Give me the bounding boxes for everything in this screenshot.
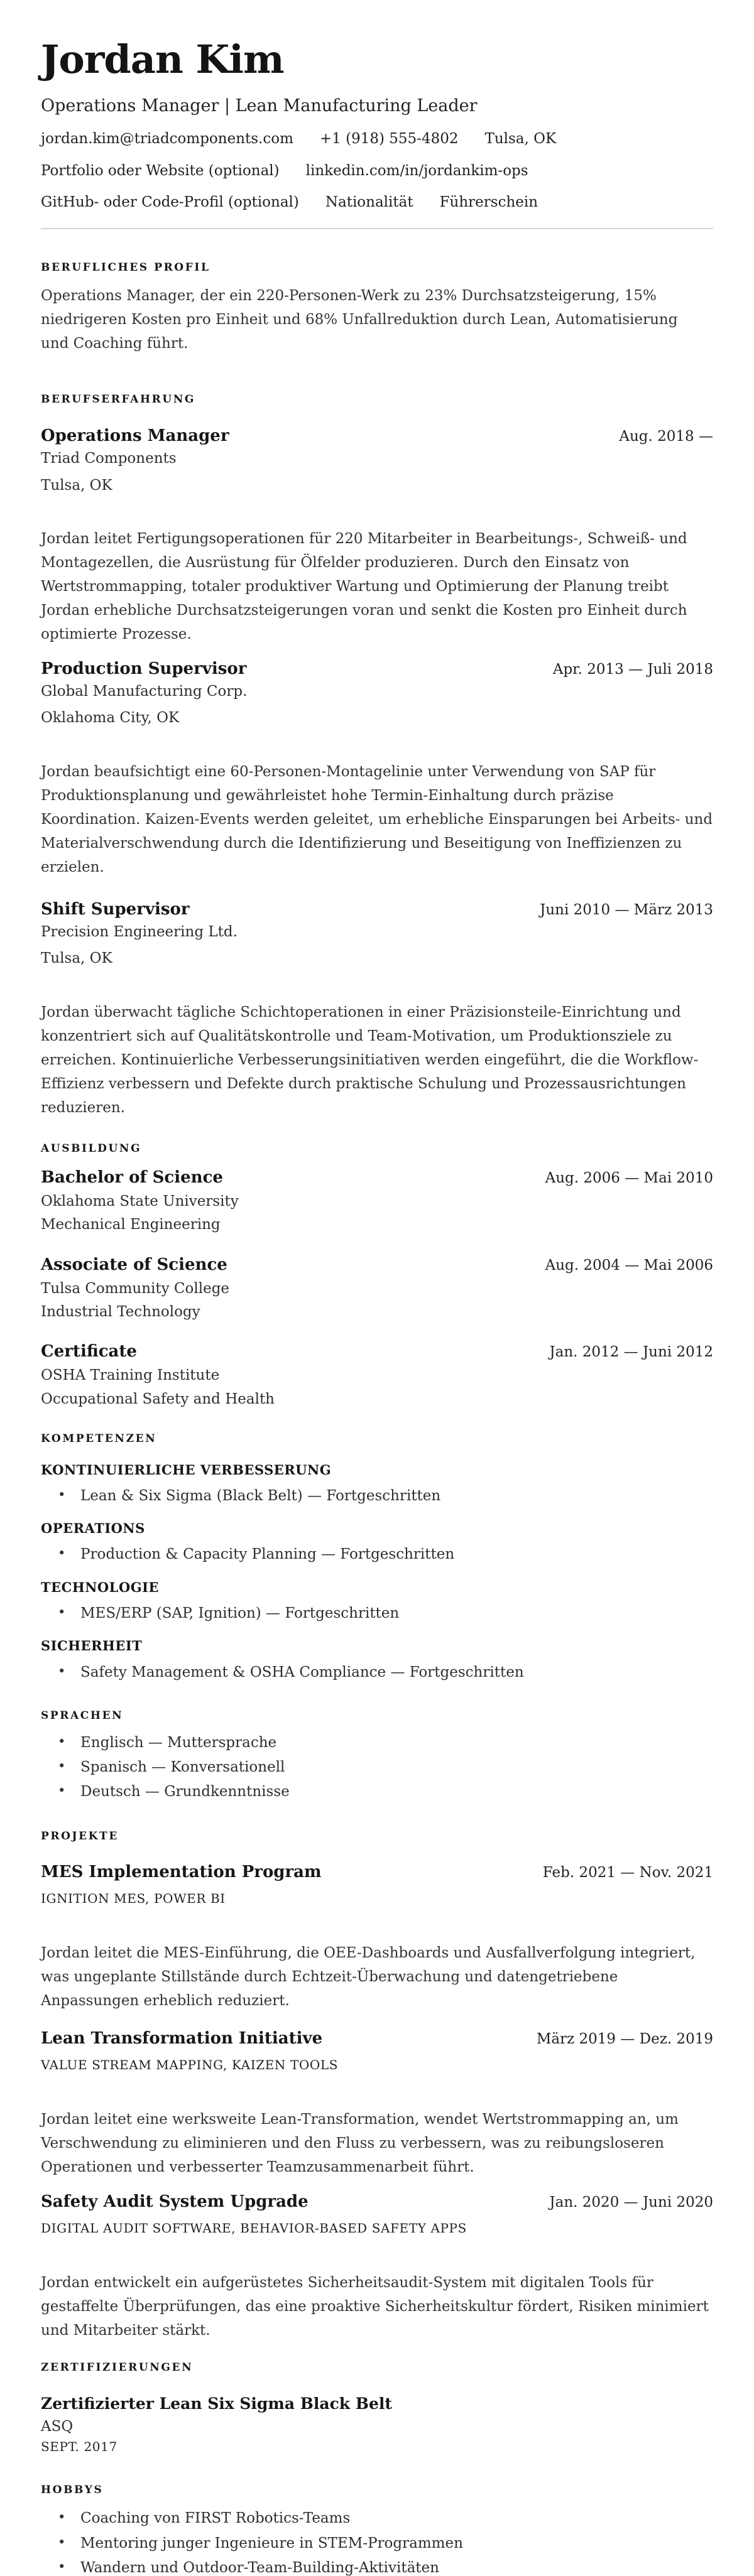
education-entry-head	[41, 1343, 713, 1361]
institution-name: OSHA Training Institute	[41, 1367, 220, 1384]
degree-title: Associate of Science	[41, 1255, 227, 1274]
project-description: Jordan entwickelt ein aufgerüstetes Sicherheitsaudit-System mit digitalen Tools für gestaffelte Überprüfungen, das eine proaktive Sicherheitskultur fördert, Risiken minimiert und Mitarbeiter stärkt.	[41, 2274, 709, 2339]
project-description: Jordan leitet eine werksweite Lean-Transformation, wendet Wertstrommapping an, um Verschwendung zu eliminieren und den Fluss zu verbessern, was zu reibungsloseren Operationen und verbesserter Teamzusammenarbeit führt.	[41, 2111, 679, 2175]
experience-entry	[41, 901, 713, 1120]
skill-item: • Lean & Six Sigma (Black Belt) — Fortgeschritten	[41, 1488, 713, 1504]
skill-category-heading: SICHERHEIT	[41, 1638, 143, 1654]
education-entry	[41, 1169, 713, 1233]
institution-name: Oklahoma State University	[41, 1193, 239, 1210]
project-entry-head	[41, 2193, 713, 2212]
section-label-skills: KOMPETENZEN	[41, 1432, 157, 1446]
section-label-profile: BERUFLICHES PROFIL	[41, 261, 210, 274]
education-date: Jan. 2012 — Juni 2012	[549, 1344, 713, 1361]
project-tools: VALUE STREAM MAPPING, KAIZEN TOOLS	[41, 2057, 339, 2072]
skill-category-heading: KONTINUIERLICHE VERBESSERUNG	[41, 1461, 332, 1478]
skill-item: • Production & Capacity Planning — Fortgeschritten	[41, 1546, 713, 1562]
education-entry-head	[41, 1169, 713, 1188]
certification-issuer: ASQ	[41, 2418, 74, 2435]
skill-group	[41, 1520, 713, 1563]
project-title: MES Implementation Program	[41, 1863, 322, 1882]
section-label-languages: SPRACHEN	[41, 1709, 124, 1723]
contact-row-1	[41, 131, 713, 147]
section-certifications	[41, 2361, 713, 2454]
section-experience	[41, 393, 713, 1120]
section-label-experience: BERUFSERFAHRUNG	[41, 392, 196, 406]
field-of-study: Mechanical Engineering	[41, 1216, 221, 1233]
section-label-education: AUSBILDUNG	[41, 1142, 142, 1155]
project-date: März 2019 — Dez. 2019	[536, 2031, 713, 2048]
skill-category-heading: OPERATIONS	[41, 1520, 145, 1537]
project-tools: IGNITION MES, POWER BI	[41, 1891, 226, 1907]
contact-row-3	[41, 194, 713, 210]
experience-entry-head	[41, 901, 713, 919]
education-date: Aug. 2006 — Mai 2010	[545, 1169, 713, 1186]
project-entry	[41, 2193, 713, 2342]
experience-entry-head	[41, 660, 713, 679]
section-education	[41, 1142, 713, 1408]
job-description: Jordan beaufsichtigt eine 60-Personen-Montagelinie unter Verwendung von SAP für Produktionsplanung und gewährleistet hohe Termin-Einhaltung durch präzise Koordination. Kaizen-Events werden geleitet, um erhebliche Einsparungen bei Arbeits- und Materialverschwendung durch die Identifizierung und Beseitigung von Ineffizienzen zu erzielen.	[41, 763, 713, 875]
skill-group	[41, 1462, 713, 1505]
certification-entry	[41, 2395, 713, 2454]
project-entry	[41, 2030, 713, 2179]
contact-portfolio: Portfolio oder Website (optional)	[41, 162, 280, 179]
field-of-study: Industrial Technology	[41, 1304, 200, 1321]
job-title: Shift Supervisor	[41, 899, 190, 919]
skill-item: • Safety Management & OSHA Compliance — Fortgeschritten	[41, 1664, 713, 1680]
education-entry-head	[41, 1256, 713, 1275]
hobby-item: • Mentoring junger Ingenieure in STEM-Programmen	[41, 2535, 713, 2552]
company-name: Precision Engineering Ltd.	[41, 923, 238, 940]
project-date: Jan. 2020 — Juni 2020	[549, 2194, 713, 2211]
header-divider	[41, 228, 713, 229]
section-label-projects: PROJEKTE	[41, 1829, 119, 1843]
job-date: Juni 2010 — März 2013	[540, 901, 713, 918]
contact-location: Tulsa, OK	[484, 131, 557, 148]
profile-summary: Operations Manager, der ein 220-Personen-Werk zu 23% Durchsatzsteigerung, 15% niedrigeren Kosten pro Einheit und 68% Unfallreduktion durch Lean, Automatisierung und Coaching führt.	[41, 287, 678, 352]
section-profile	[41, 261, 713, 355]
company-name: Triad Components	[41, 450, 177, 467]
contact-row-2	[41, 163, 713, 179]
job-description: Jordan leitet Fertigungsoperationen für 220 Mitarbeiter in Bearbeitungs-, Schweiß- und Montagezellen, die Ausrüstung für Ölfelder produzieren. Durch den Einsatz von Wertstrommapping, totaler produktiver Wartung und Optimierung der Planung treibt Jordan erhebliche Durchsatzsteigerungen voran und senkt die Kosten pro Einheit durch optimierte Prozesse.	[41, 531, 687, 642]
education-entry	[41, 1343, 713, 1407]
section-label-hobbies: HOBBYS	[41, 2483, 104, 2496]
certification-title: Zertifizierter Lean Six Sigma Black Belt	[41, 2395, 392, 2413]
education-entry	[41, 1256, 713, 1321]
skill-category-heading: TECHNOLOGIE	[41, 1579, 159, 1595]
hobby-item: • Wandern und Outdoor-Team-Building-Aktivitäten	[41, 2560, 713, 2576]
certification-date: SEPT. 2017	[41, 2438, 117, 2454]
skill-group	[41, 1638, 713, 1680]
company-name: Global Manufacturing Corp.	[41, 683, 248, 700]
project-entry	[41, 1863, 713, 2013]
skill-group	[41, 1579, 713, 1622]
degree-title: Certificate	[41, 1342, 137, 1361]
language-item: • Deutsch — Grundkenntnisse	[41, 1783, 713, 1800]
project-date: Feb. 2021 — Nov. 2021	[542, 1864, 713, 1881]
contact-phone: +1 (918) 555-4802	[319, 131, 459, 148]
job-location: Tulsa, OK	[41, 950, 112, 967]
section-skills	[41, 1432, 713, 1680]
project-entry-head	[41, 2030, 713, 2048]
education-date: Aug. 2004 — Mai 2006	[545, 1257, 713, 1274]
job-location: Tulsa, OK	[41, 477, 112, 494]
hobby-item: • Coaching von FIRST Robotics-Teams	[41, 2510, 713, 2526]
contact-linkedin: linkedin.com/in/jordankim-ops	[305, 162, 528, 179]
project-title: Lean Transformation Initiative	[41, 2029, 323, 2048]
contact-github: GitHub- oder Code-Profil (optional)	[41, 194, 299, 211]
project-entry-head	[41, 1863, 713, 1882]
project-title: Safety Audit System Upgrade	[41, 2192, 309, 2211]
job-date: Apr. 2013 — Juli 2018	[552, 661, 713, 678]
project-tools: DIGITAL AUDIT SOFTWARE, BEHAVIOR-BASED SAFETY APPS	[41, 2220, 467, 2236]
section-label-certifications: ZERTIFIZIERUNGEN	[41, 2361, 194, 2374]
language-item: • Englisch — Muttersprache	[41, 1734, 713, 1751]
institution-name: Tulsa Community College	[41, 1280, 230, 1297]
section-projects	[41, 1830, 713, 2342]
skill-item: • MES/ERP (SAP, Ignition) — Fortgeschritten	[41, 1605, 713, 1621]
contact-nationality: Nationalität	[325, 194, 413, 211]
section-languages	[41, 1709, 713, 1800]
experience-entry	[41, 427, 713, 646]
job-description: Jordan überwacht tägliche Schichtoperationen in einer Präzisionsteile-Einrichtung und konzentriert sich auf Qualitätskontrolle und Team-Motivation, um Produktionsziele zu erreichen. Kontinuierliche Verbesserungsinitiativen werden eingeführt, die die Workflow-Effizienz verbessern und Defekte durch praktische Schulung und Prozessausrichtungen reduzieren.	[41, 1004, 699, 1116]
project-description: Jordan leitet die MES-Einführung, die OEE-Dashboards und Ausfallverfolgung integriert, was ungeplante Stillstände durch Echtzeit-Überwachung und datengetriebene Anpassungen erheblich reduziert.	[41, 1945, 696, 2010]
field-of-study: Occupational Safety and Health	[41, 1390, 275, 1407]
job-location: Oklahoma City, OK	[41, 710, 180, 727]
experience-entry	[41, 660, 713, 879]
contact-email: jordan.kim@triadcomponents.com	[41, 131, 293, 148]
job-title: Operations Manager	[41, 426, 229, 446]
contact-drivers-license: Führerschein	[439, 194, 538, 211]
section-hobbies	[41, 2484, 713, 2576]
job-title: Production Supervisor	[41, 659, 247, 678]
language-item: • Spanisch — Konversationell	[41, 1759, 713, 1775]
degree-title: Bachelor of Science	[41, 1167, 223, 1187]
job-date: Aug. 2018 —	[619, 428, 713, 445]
experience-entry-head	[41, 427, 713, 446]
person-headline: Operations Manager | Lean Manufacturing Leader	[41, 96, 478, 116]
resume-header	[41, 36, 713, 211]
person-name: Jordan Kim	[41, 36, 284, 82]
